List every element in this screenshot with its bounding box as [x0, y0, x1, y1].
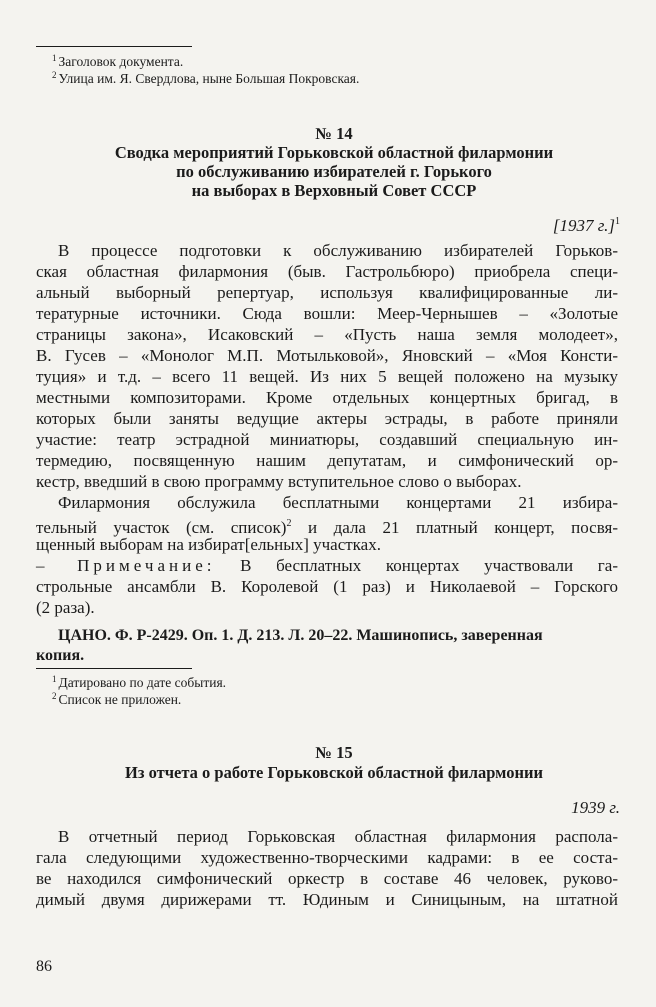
doc14-line-17: строльные ансамбли В. Королевой (1 раз) и Николаевой – Горского: [36, 577, 618, 596]
doc14-title-line-2: по обслуживанию избирателей г. Горького: [176, 162, 492, 181]
doc14-footnote-1: $^1$ Датировано по дате события.: [52, 674, 227, 690]
doc14-source-cont: копия.: [36, 647, 85, 664]
doc14-line-15: щенный выборам на избират[ельных] участках.: [36, 535, 381, 554]
doc14-line-4: тературные источники. Сюда вошли: Меер-Чернышев – «Золотые: [36, 304, 618, 323]
doc14-footnote-2: $^2$ Список не приложен.: [52, 691, 182, 707]
footnote-2-top: $^2$ Улица им. Я. Свердлова, ныне Большая Покровская.: [52, 70, 360, 86]
page-number: 86: [36, 958, 52, 975]
doc15-line-2: гала следующими художественно-творческими кадрами: в ее соста-: [36, 848, 618, 867]
doc14-title-line-1: Сводка мероприятий Горьковской областной филармонии: [114, 143, 554, 162]
doc14-line-9: которых были заняты ведущие актеры эстрады, в работе приняли: [36, 409, 618, 428]
doc14-line-8: местными композиторами. Кроме отдельных концертных бригад, в: [36, 388, 618, 407]
footnote-rule-doc14: [36, 668, 192, 669]
doc14-date: [1937 г.]$^1$: [552, 216, 620, 235]
doc14-line-3: альный выборный репертуар, используя квалифицированные ли-: [36, 283, 618, 302]
doc14-number: № 14: [315, 124, 353, 143]
footnote-1-top: $^1$ Заголовок документа.: [52, 53, 184, 69]
doc14-line-12: кестр, введший в свою программу вступительное слово о выборах.: [36, 472, 522, 491]
doc14-line-2: ская областная филармония (быв. Гастрольбюро) приобрела специ-: [36, 262, 618, 281]
doc14-line-11: термедию, посвященную нашим депутатам, и симфонический ор-: [36, 451, 618, 470]
doc15-line-4: димый двумя дирижерами тт. Юдиным и Синицыным, на штатной: [36, 890, 618, 909]
doc15-number: № 15: [315, 743, 353, 762]
doc15-line-3: ве находился симфонический оркестр в составе 46 человек, руково-: [36, 869, 618, 888]
doc14-line-5: страницы закона», Исаковский – «Пусть наша земля молодеет»,: [36, 325, 618, 344]
doc15-date: 1939 г.: [571, 798, 620, 817]
doc14-line-1: В процессе подготовки к обслуживанию избирателей Горьков-: [58, 241, 618, 260]
doc14-line-7: туция» и т.д. – всего 11 вещей. Из них 5 вещей положено на музыку: [36, 367, 618, 386]
doc14-line-6: В. Гусев – «Монолог М.П. Мотыльковой», Яновский – «Моя Консти-: [36, 346, 618, 365]
footnote-rule-top: [36, 46, 192, 47]
doc14-line-13: Филармония обслужила бесплатными концертами 21 избира-: [58, 493, 618, 512]
doc15-line-1: В отчетный период Горьковская областная филармония распола-: [58, 827, 618, 846]
doc14-source: ЦАНО. Ф. Р-2429. Оп. 1. Д. 213. Л. 20–22. Машинопись, заверенная: [58, 627, 543, 644]
doc14-line-18: (2 раза).: [36, 598, 95, 617]
doc15-title: Из отчета о работе Горьковской областной филармонии: [125, 763, 543, 782]
note-label: – Примечание:: [36, 556, 216, 575]
doc14-line-10: участие: театр эстрадной миниатюры, создавший специальную ин-: [36, 430, 618, 449]
doc14-line-14: тельный участок (см. список)$^2$ и дала 21 платный концерт, посвя-: [36, 518, 618, 537]
doc14-title-line-3: на выборах в Верховный Совет СССР: [191, 181, 477, 200]
doc14-line-16: – Примечание: В бесплатных концертах участвовали га-: [36, 556, 618, 575]
